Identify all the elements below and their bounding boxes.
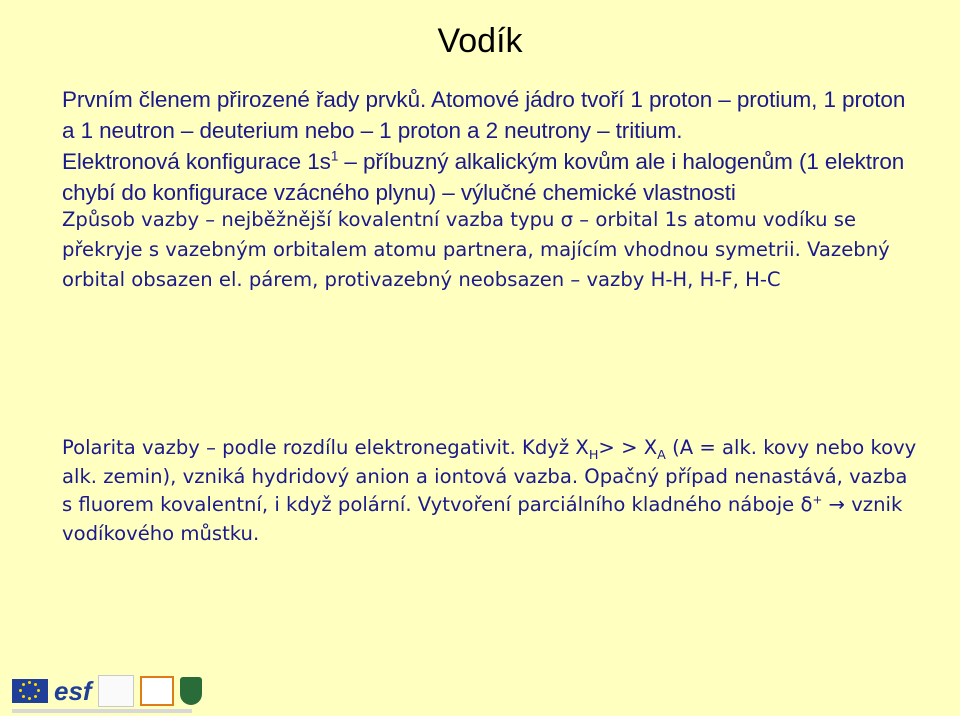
paragraph-electron-configuration: Elektronová konfigurace $1s^1$ – příbuzný alkalickým kovům ale i halogenům (1 elektron chybí do konfigurace vzácného plynu) – výlučné chemické vlastnosti xyxy=(62,148,905,205)
paragraph-isotopes: Prvním členem přirozené řady prvků. Atomové jádro tvoří 1 proton – protium, 1 proton a 1 neutron – deuterium nebo – 1 proton a 2 neutrony – tritium. xyxy=(62,87,906,143)
ministry-logo xyxy=(98,675,134,707)
paragraph-bond-polarity: Polarita vazby – podle rozdílu elektronegativit. Když $X_H> > X_A$ (A = alk. kovy nebo kovy alk. zemin), vzniká hydridový anion a iontová vazba. Opačný případ nenastává, vazba s fluorem kovalentní, i když polární. Vytvoření parciálního kladného náboje δ+ → vznik vodíkového můstku. xyxy=(62,436,917,545)
paragraph-bond-type: Způsob vazby – nejběžnější kovalentní vazba typu σ – orbital 1s atomu vodíku se překryje s vazebným orbitalem atomu partnera, majícím vhodnou symetrii. Vazebný orbital obsazen el. párem, protivazebný neobsazen – vazby H-H, H-F, H-C xyxy=(62,208,890,291)
slide-title: Vodík xyxy=(437,22,523,60)
footer-logos xyxy=(12,672,202,710)
footer-caption-strip xyxy=(12,709,192,713)
esf-logo: esf xyxy=(54,675,92,706)
eu-flag-icon xyxy=(12,679,48,703)
op-logo xyxy=(140,676,174,706)
university-shield-icon xyxy=(180,677,202,705)
